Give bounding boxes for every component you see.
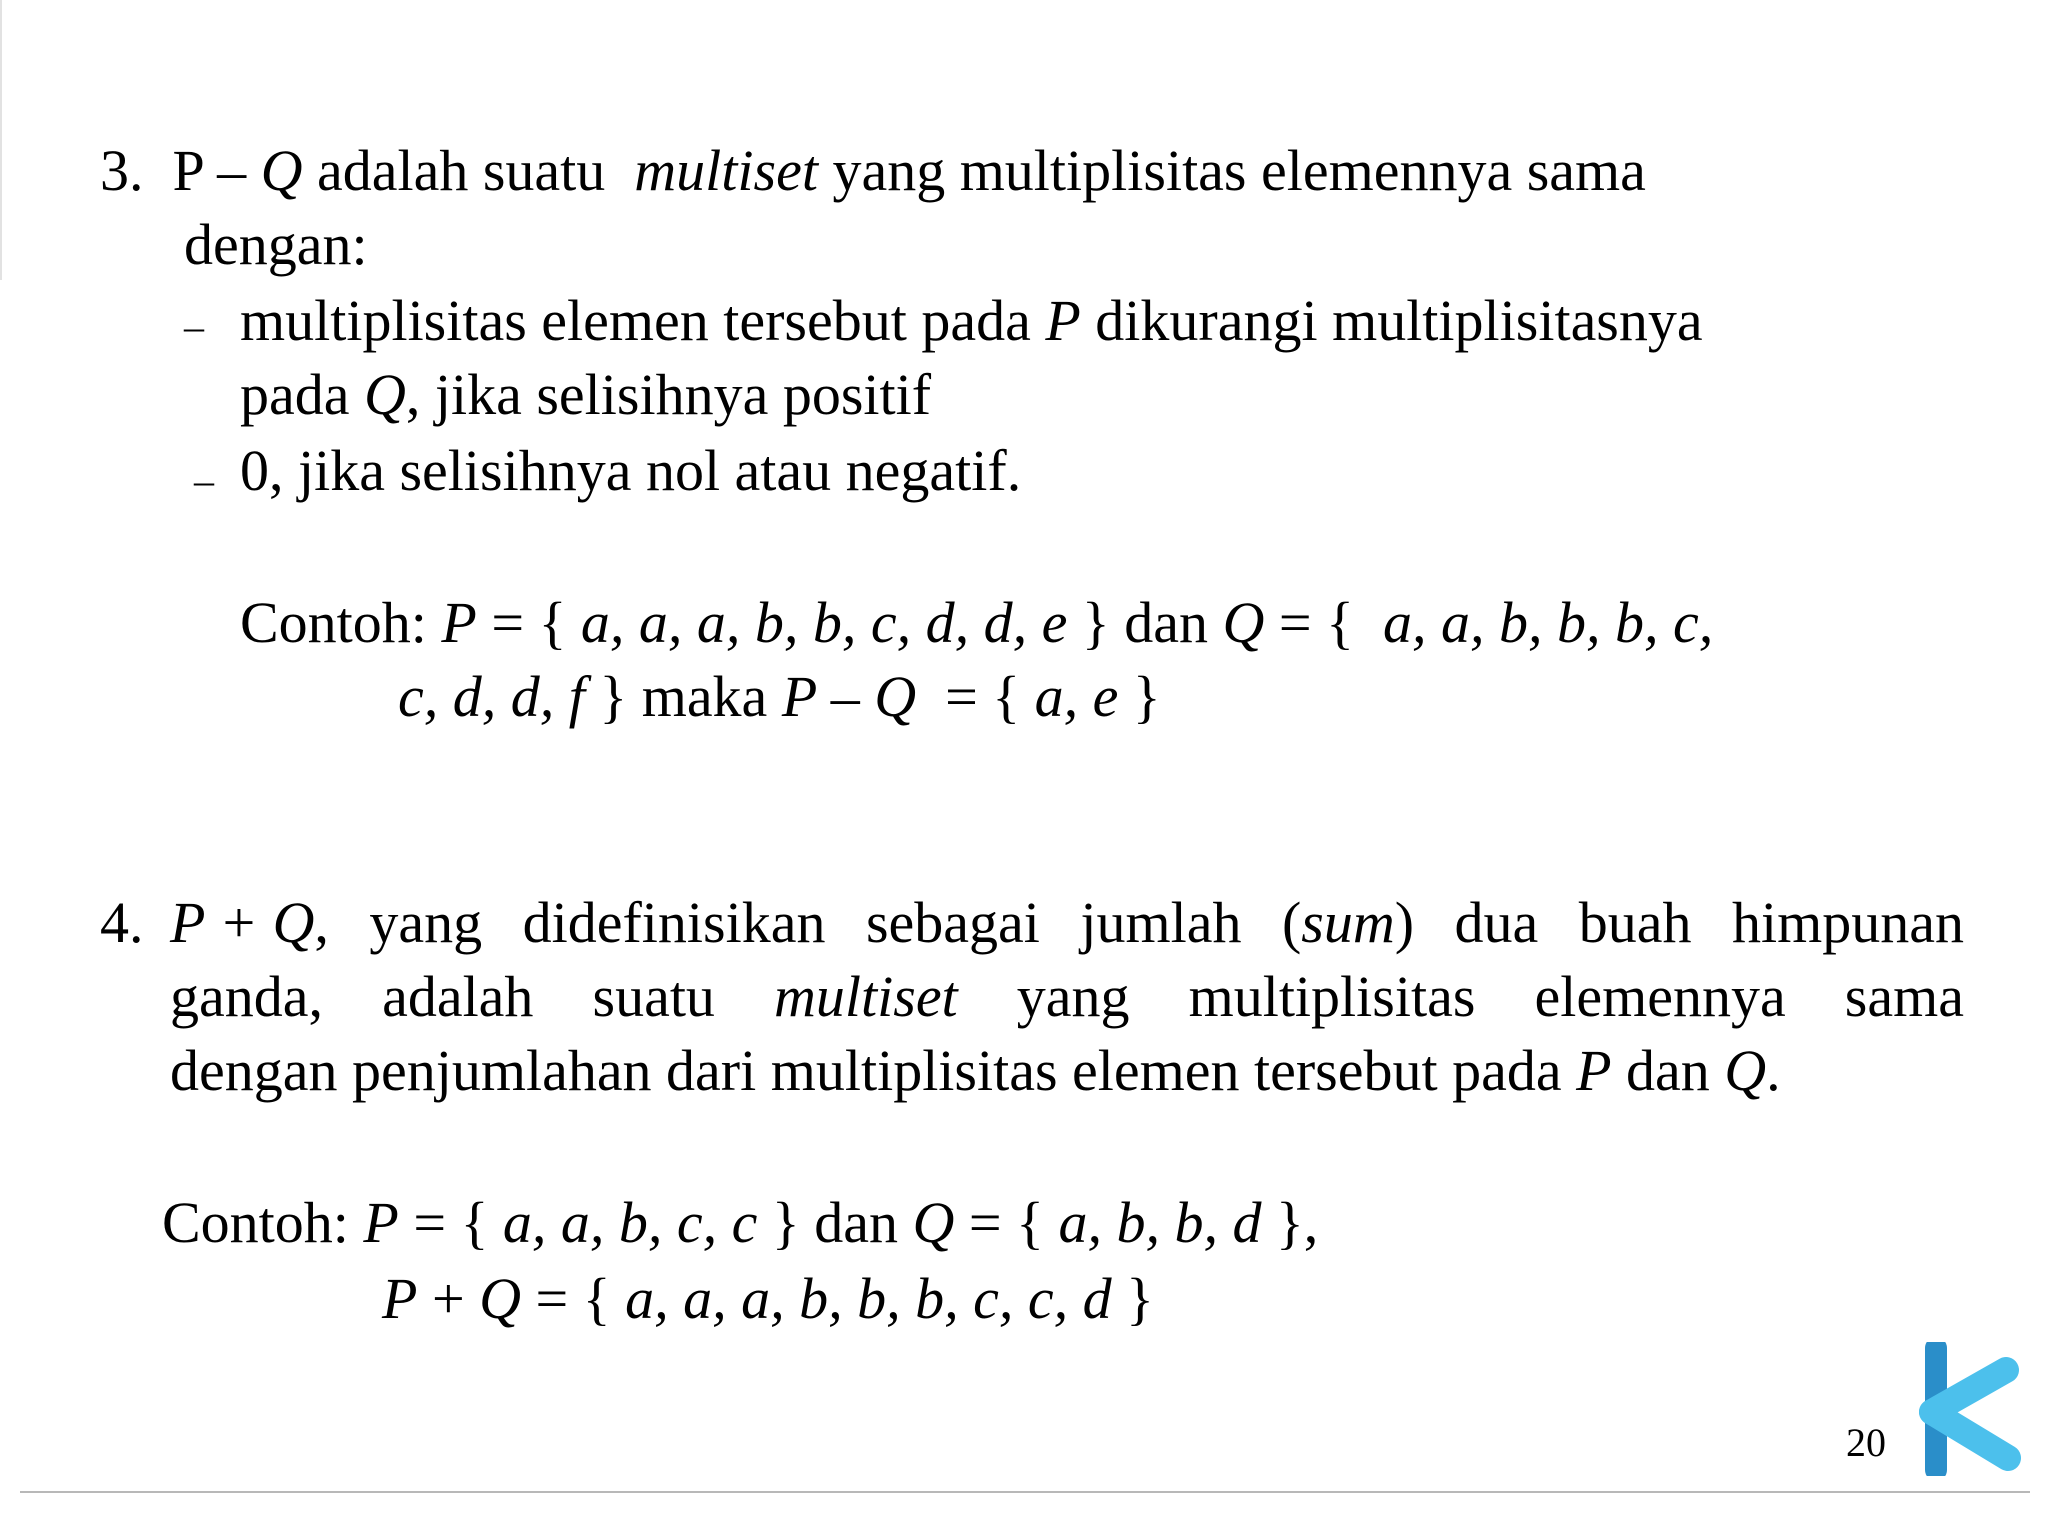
item4-line3-q: Q <box>1724 1038 1767 1103</box>
item4-word: multiplisitas <box>1188 964 1476 1029</box>
item3-example-eq1: = { <box>476 590 581 655</box>
item3-bullet1-var: P <box>1045 288 1081 353</box>
item3-bullet1-dash: – <box>184 304 204 349</box>
item4-multiset: multiset <box>774 964 958 1029</box>
item3-example-close3: } <box>1118 664 1161 729</box>
item4-example-sum-q: Q <box>479 1266 522 1331</box>
item4-line3-p: P <box>1576 1038 1612 1103</box>
item4-example-line1 <box>162 1186 1318 1260</box>
item4-word: ganda, <box>170 964 323 1029</box>
item3-text1: adalah suatu <box>302 138 635 203</box>
item4-line3-dan: dan <box>1611 1038 1725 1103</box>
item4-example-plus: + <box>417 1266 480 1331</box>
item4-number: 4. <box>100 890 144 955</box>
item3-bullet1-b-var: Q <box>364 362 406 427</box>
item3-bullet1-rest: dikurangi multiplisitasnya <box>1080 288 1703 353</box>
item3-example-eq2: = { <box>1264 590 1383 655</box>
page-number: 20 <box>1846 1420 1886 1465</box>
item4-example-close2: }, <box>1261 1190 1319 1255</box>
item3-bullet2-dash: – <box>194 458 214 503</box>
item4-line1: P + Q, yang didefinisikan sebagai jumlah (sum) dua buah himpunan <box>170 886 1964 960</box>
item4-example-eq2: = { <box>954 1190 1059 1255</box>
item3-q: Q <box>260 138 303 203</box>
item3-example-result: a, e <box>1034 664 1119 729</box>
item4-p-plus-q: P + Q <box>170 890 315 955</box>
item3-example-q-set-b: c, d, d, f <box>398 664 585 729</box>
item3-bullet1-text: multiplisitas elemen tersebut pada <box>240 288 1046 353</box>
item4-example-eq1: = { <box>398 1190 503 1255</box>
item3-example-pq-var: P – Q <box>781 664 917 729</box>
item4-example-p-var: P <box>363 1190 399 1255</box>
item3-example-close2: } maka <box>584 664 782 729</box>
item4-example-close3: } <box>1111 1266 1154 1331</box>
item4-example-sum-var: P <box>382 1266 418 1331</box>
item3-example-close1: } dan <box>1067 590 1223 655</box>
item3-example-p-set: a, a, a, b, b, c, d, d, e <box>580 590 1068 655</box>
item3-line1 <box>100 134 1646 208</box>
item4-word: didefinisikan <box>522 890 826 955</box>
item4-word: yang <box>369 890 483 955</box>
item4-example-q-set: a, b, b, d <box>1058 1190 1262 1255</box>
item4-line2 <box>170 960 1964 1034</box>
item4-example-p-set: a, a, b, c, c <box>502 1190 758 1255</box>
item4-word: elemennya <box>1534 964 1786 1029</box>
item3-example-label: Contoh: <box>240 590 442 655</box>
item4-example-line2 <box>382 1262 1154 1336</box>
item4-example-close1: } dan <box>757 1190 913 1255</box>
item4-word: himpunan <box>1732 890 1964 955</box>
item3-example-line2 <box>398 660 1161 734</box>
item3-example-q-var: Q <box>1222 590 1265 655</box>
item3-bullet1-b-text: pada <box>240 362 364 427</box>
item4-sum-word: (sum) <box>1281 890 1415 955</box>
item3-example-p-var: P <box>441 590 477 655</box>
item4-example-eq3: = { <box>521 1266 626 1331</box>
item3-example-line1 <box>240 586 1713 660</box>
item3-bullet2-text: 0, jika selisihnya nol atau negatif. <box>240 438 1022 503</box>
item4-example-label: Contoh: <box>162 1190 364 1255</box>
footer-rule <box>20 1491 2030 1493</box>
item4-example-sum-set: a, a, a, b, b, b, c, c, d <box>625 1266 1112 1331</box>
item3-number: 3. <box>100 138 144 203</box>
item3-bullet1-line1 <box>240 284 1703 358</box>
item4-word: jumlah <box>1080 890 1242 955</box>
item4-word: suatu <box>592 964 715 1029</box>
item4-word: sama <box>1844 964 1964 1029</box>
item3-bullet1-line2 <box>240 358 931 432</box>
item4-line3 <box>170 1034 1781 1108</box>
item3-line2: dengan: <box>184 212 368 277</box>
item4-word: buah <box>1578 890 1692 955</box>
item4-word: sebagai <box>865 890 1040 955</box>
item4-word: adalah <box>382 964 534 1029</box>
item3-example-q-set-a: a, a, b, b, b, c, <box>1382 590 1714 655</box>
item4-line3-end: . <box>1766 1038 1781 1103</box>
item4-line3-text: dengan penjumlahan dari multiplisitas elemen tersebut pada <box>170 1038 1577 1103</box>
item3-example-eq3: = { <box>916 664 1035 729</box>
item4-example-q-var: Q <box>912 1190 955 1255</box>
left-edge-mark <box>0 0 2 280</box>
item3-bullet1-b-rest: , jika selisihnya positif <box>405 362 932 427</box>
item3-text2: yang multiplisitas elemennya sama <box>817 138 1646 203</box>
item3-multiset: multiset <box>634 138 818 203</box>
kelas-k-logo-icon <box>1908 1342 2028 1476</box>
item4-word: dua <box>1454 890 1539 955</box>
item3-p: P – <box>172 138 247 203</box>
item4-word: yang <box>1016 964 1130 1029</box>
